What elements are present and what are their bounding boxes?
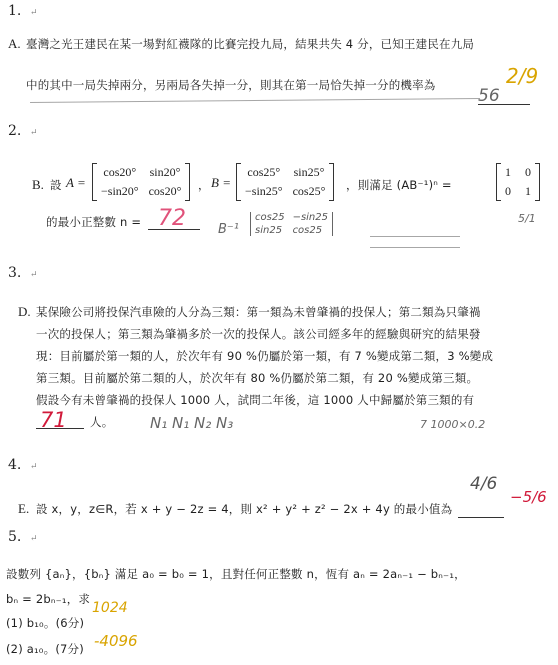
question-1-line-1: 臺灣之光王建民在某一場對紅襪隊的比賽完投九局，結果共失 4 分，已知王建民在九局	[26, 37, 475, 51]
question-3-line: 一次的投保人；第三類為肇禍多於一次的投保人。該公司經多年的經驗與研究的結果發	[36, 327, 481, 341]
matrix-b-cell: sin25°	[293, 165, 325, 179]
question-5-part-2: (2) a₁₀。(7分)	[6, 642, 84, 656]
question-5-line-1: 設數列 {aₙ}，{bₙ} 滿足 a₀ = b₀ = 1，且對任何正整數 n，恆有 aₙ = 2aₙ₋₁ − bₙ₋₁，	[6, 567, 466, 581]
question-5-handwritten-a10: -4096	[94, 632, 138, 650]
question-4-handwritten-answer: −5/6	[510, 488, 547, 506]
handwritten-matrix-cell: cos25	[255, 212, 285, 223]
handwritten-matrix-cell: cos25	[292, 225, 323, 236]
question-4-number: 4.	[8, 457, 22, 473]
question-2-condition: ，則滿足 (AB⁻¹)ⁿ =	[346, 178, 452, 192]
question-2-label: B.	[32, 177, 44, 192]
question-2-number: 2.	[8, 123, 22, 139]
question-3-line: 第三類。目前屬於第二類的人，於次年有 80 %仍屬於第二類，有 20 %變成第三類。	[36, 371, 479, 385]
return-mark: ↵	[30, 8, 38, 18]
question-3-line: 現：目前屬於第一類的人，於次年有 90 %仍屬於第一類，有 7 %變成第二類，3 %變成	[36, 349, 494, 363]
return-mark: ↵	[30, 534, 38, 544]
matrix-a-cell: sin20°	[149, 165, 181, 179]
question-3-line: 某保險公司將投保汽車險的人分為三類：第一類為未曾肇禍的投保人；第二類為只肇禍	[36, 305, 481, 319]
question-2-pre: 設	[50, 178, 62, 192]
question-4-label: E.	[18, 501, 30, 516]
return-mark: ↵	[30, 462, 38, 472]
question-4-answer-blank[interactable]	[458, 517, 504, 518]
question-5-line-2: bₙ = 2bₙ₋₁，求	[6, 592, 91, 606]
matrix-b-cell: cos25°	[292, 184, 326, 198]
question-3-handwritten-answer: 71	[40, 408, 67, 432]
question-1-line-2: 中的其中一局失掉兩分，另兩局各失掉一分，則其在第一局恰失掉一分的機率為	[26, 78, 436, 92]
matrix-a	[92, 163, 190, 201]
question-5-part-1: (1) b₁₀。(6分)	[6, 616, 85, 630]
handwritten-matrix-cell: sin25	[255, 225, 283, 236]
question-5-handwritten-b10: 1024	[92, 600, 128, 616]
handwritten-matrix-cell: −sin25	[292, 212, 328, 223]
question-3-handwritten-scratch-2: 7 1000×0.2	[420, 418, 486, 431]
identity-matrix-cell: 0	[525, 165, 531, 179]
question-3-label: D.	[18, 304, 31, 319]
question-3-number: 3.	[8, 265, 22, 281]
identity-matrix-cell: 1	[505, 165, 511, 179]
matrix-b-cell: −sin25°	[245, 184, 283, 198]
question-1-number: 1.	[8, 3, 22, 19]
question-4-text: 設 x，y，z∈R，若 x + y − 2z = 4，則 x² + y² + z² − 2x + 4y 的最小值為	[36, 502, 453, 516]
question-5-number: 5.	[8, 529, 22, 545]
matrix-b-cell: cos25°	[247, 165, 281, 179]
matrix-a-cell: cos20°	[148, 184, 182, 198]
matrix-a-cell: −sin20°	[101, 184, 139, 198]
handwritten-matrix	[250, 212, 333, 236]
question-2-handwritten-note: B⁻¹	[218, 222, 239, 237]
question-1-answer-blank[interactable]	[478, 104, 530, 105]
return-mark: ↵	[30, 270, 38, 280]
identity-matrix-cell: 1	[525, 184, 531, 198]
question-4-handwritten-scratch: 4/6	[470, 474, 498, 494]
question-3-line: 假設今有未曾肇禍的投保人 1000 人，試問二年後，這 1000 人中歸屬於第三類的有	[36, 393, 475, 407]
question-1-label: A.	[8, 36, 21, 51]
matrix-a-cell: cos20°	[103, 165, 137, 179]
identity-matrix	[496, 163, 540, 201]
question-2-var-a: A =	[66, 175, 86, 190]
question-2-comma: ，	[198, 178, 210, 192]
question-3-unit: 人。	[90, 415, 114, 429]
return-mark: ↵	[30, 128, 38, 138]
identity-matrix-cell: 0	[505, 184, 511, 198]
question-1-handwritten-answer: 2/9	[506, 64, 539, 88]
question-2-handwritten-answer: 72	[158, 206, 186, 231]
question-2-line-2: 的最小正整數 n =	[46, 215, 142, 229]
question-2-scribble	[370, 236, 460, 248]
question-2-handwritten-corner: 5/1	[518, 212, 536, 225]
question-3-handwritten-scratch: N₁ N₁ N₂ N₃	[150, 414, 234, 432]
matrix-b	[236, 163, 334, 201]
question-2-var-b: B =	[211, 175, 231, 190]
question-1-handwritten-scratch: 56	[478, 86, 500, 106]
